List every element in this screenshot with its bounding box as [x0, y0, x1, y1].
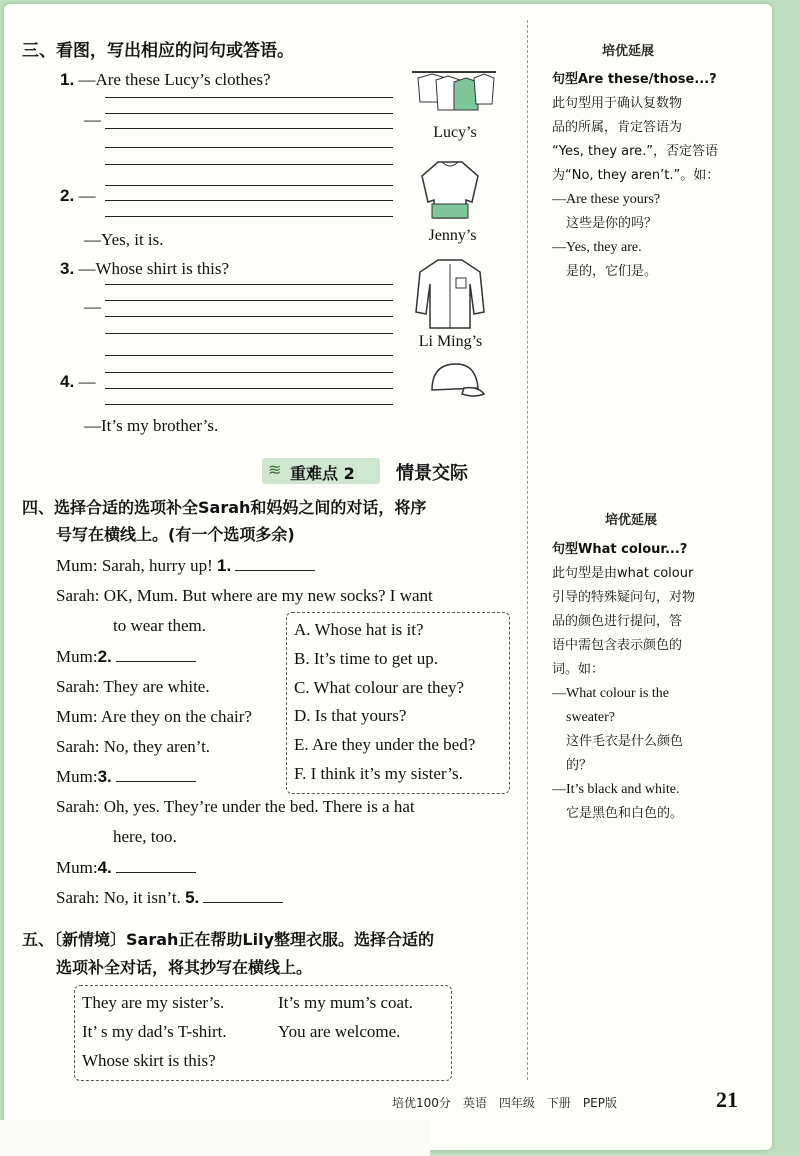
q1-question: 1. —Are these Lucy’s clothes? — [60, 70, 271, 89]
dialogue-line-12: Sarah: No, it isn’t. 5. — [56, 888, 283, 908]
dialogue-line-4: Mum:2. — [56, 647, 196, 667]
q1-line-3[interactable] — [105, 128, 393, 129]
sidebar2-header: 培优延展 — [605, 513, 658, 528]
q2-caption: Jenny’s — [428, 227, 477, 244]
section5-heading-2: 选项补全对话，将其抄写在横线上。 — [56, 958, 313, 977]
option-d: D. Is that yours? — [294, 706, 407, 725]
shirt-icon — [414, 256, 486, 330]
blank-3[interactable] — [116, 767, 196, 782]
option-c: C. What colour are they? — [294, 678, 465, 697]
q3-line-3[interactable] — [105, 316, 393, 317]
q1-line-5[interactable] — [105, 164, 393, 165]
dialogue-line-10: here, too. — [113, 827, 177, 846]
option-b: B. It’s time to get up. — [294, 649, 439, 668]
q3-answer-dash: — — [84, 297, 101, 316]
q3-line-5[interactable] — [105, 355, 393, 356]
q3-question: 3. —Whose shirt is this? — [60, 259, 230, 278]
sweater-icon — [420, 158, 480, 220]
sidebar1-pattern: 句型Are these/those...? — [552, 72, 717, 87]
blank-5[interactable] — [203, 888, 283, 903]
q1-answer-dash: — — [84, 110, 101, 129]
clothes-rack-icon — [408, 62, 500, 120]
sidebar2-content: 句型What colour...? 此句型是由what colour 引导的特殊疑问句，对物 品的颜色进行提问，答 语中需包含表示颜色的 词。如： —What colour is the sweater? 这件毛衣是什么颜色 的？ —It’s black and white. 它是黑色和白色的。 — [552, 538, 742, 826]
bottom-margin — [0, 1120, 430, 1156]
q2-number: 2. — — [60, 186, 96, 205]
key-point-title: 情景交际 — [396, 463, 468, 484]
q1-line-4[interactable] — [105, 147, 393, 148]
section3-heading: 三、看图，写出相应的问句或答语。 — [22, 41, 294, 61]
section4-heading-2: 号写在横线上。(有一个选项多余) — [56, 525, 295, 544]
footer-text: 培优100分 英语 四年级 下册 PEP版 — [392, 1096, 617, 1110]
q4-answer: —It’s my brother’s. — [84, 416, 219, 435]
q3-caption: Li Ming’s — [418, 333, 483, 350]
q4-line-2[interactable] — [105, 388, 393, 389]
dialogue-line-1: Mum: Sarah, hurry up! 1. — [56, 556, 315, 576]
dialogue-line-11: Mum:4. — [56, 858, 196, 878]
option-f: F. I think it’s my sister’s. — [294, 764, 463, 783]
cap-icon — [424, 360, 486, 400]
sidebar1-header: 培优延展 — [602, 44, 655, 59]
q2-line-1[interactable] — [105, 185, 393, 186]
dialogue-line-5: Sarah: They are white. — [56, 677, 210, 696]
s5-option-1: They are my sister’s. — [82, 993, 225, 1012]
key-point-label: 重难点 2 — [290, 464, 355, 483]
dialogue-line-3: to wear them. — [113, 616, 206, 635]
option-a: A. Whose hat is it? — [294, 620, 424, 639]
column-divider — [527, 20, 528, 1080]
q3-line-4[interactable] — [105, 333, 393, 334]
q4-number: 4. — — [60, 372, 96, 391]
blank-4[interactable] — [116, 858, 196, 873]
section4-heading-1: 四、选择合适的选项补全Sarah和妈妈之间的对话，将序 — [22, 498, 427, 517]
dialogue-line-2: Sarah: OK, Mum. But where are my new socks? I want — [56, 586, 433, 605]
sidebar2-pattern: 句型What colour...? — [552, 542, 688, 557]
q2-answer: —Yes, it is. — [84, 230, 164, 249]
wave-icon: ≋ — [268, 460, 282, 479]
s5-option-2: It’s my mum’s coat. — [278, 993, 414, 1012]
dialogue-line-6: Mum: Are they on the chair? — [56, 707, 252, 726]
q2-line-2[interactable] — [105, 200, 393, 201]
blank-1[interactable] — [235, 556, 315, 571]
option-e: E. Are they under the bed? — [294, 735, 476, 754]
page-number: 21 — [716, 1087, 738, 1112]
q1-line-2[interactable] — [105, 113, 393, 114]
sidebar1-content: 句型Are these/those...? 此句型用于确认复数物 品的所属，肯定答语为 “Yes, they are.”，否定答语 为“No, they aren’t.”。如： —Are these yours? 这些是你的吗？ —Yes, they are. 是的，它们是。 — [552, 68, 742, 284]
q1-caption: Lucy’s — [433, 124, 477, 141]
dialogue-line-9: Sarah: Oh, yes. They’re under the bed. There is a hat — [56, 797, 415, 816]
s5-option-4: You are welcome. — [278, 1022, 401, 1041]
s5-option-3: It’ s my dad’s T-shirt. — [82, 1022, 227, 1041]
key-point-badge — [262, 458, 380, 484]
q3-line-2[interactable] — [105, 300, 393, 301]
q1-line-1[interactable] — [105, 97, 393, 98]
q4-line-3[interactable] — [105, 404, 393, 405]
blank-2[interactable] — [116, 647, 196, 662]
dialogue-line-8: Mum:3. — [56, 767, 196, 787]
section5-heading-1: 五、〔新情境〕Sarah正在帮助Lily整理衣服。选择合适的 — [22, 930, 434, 949]
dialogue-line-7: Sarah: No, they aren’t. — [56, 737, 211, 756]
q2-line-3[interactable] — [105, 216, 393, 217]
q4-line-1[interactable] — [105, 372, 393, 373]
q3-line-1[interactable] — [105, 284, 393, 285]
s5-option-5: Whose skirt is this? — [82, 1051, 216, 1070]
